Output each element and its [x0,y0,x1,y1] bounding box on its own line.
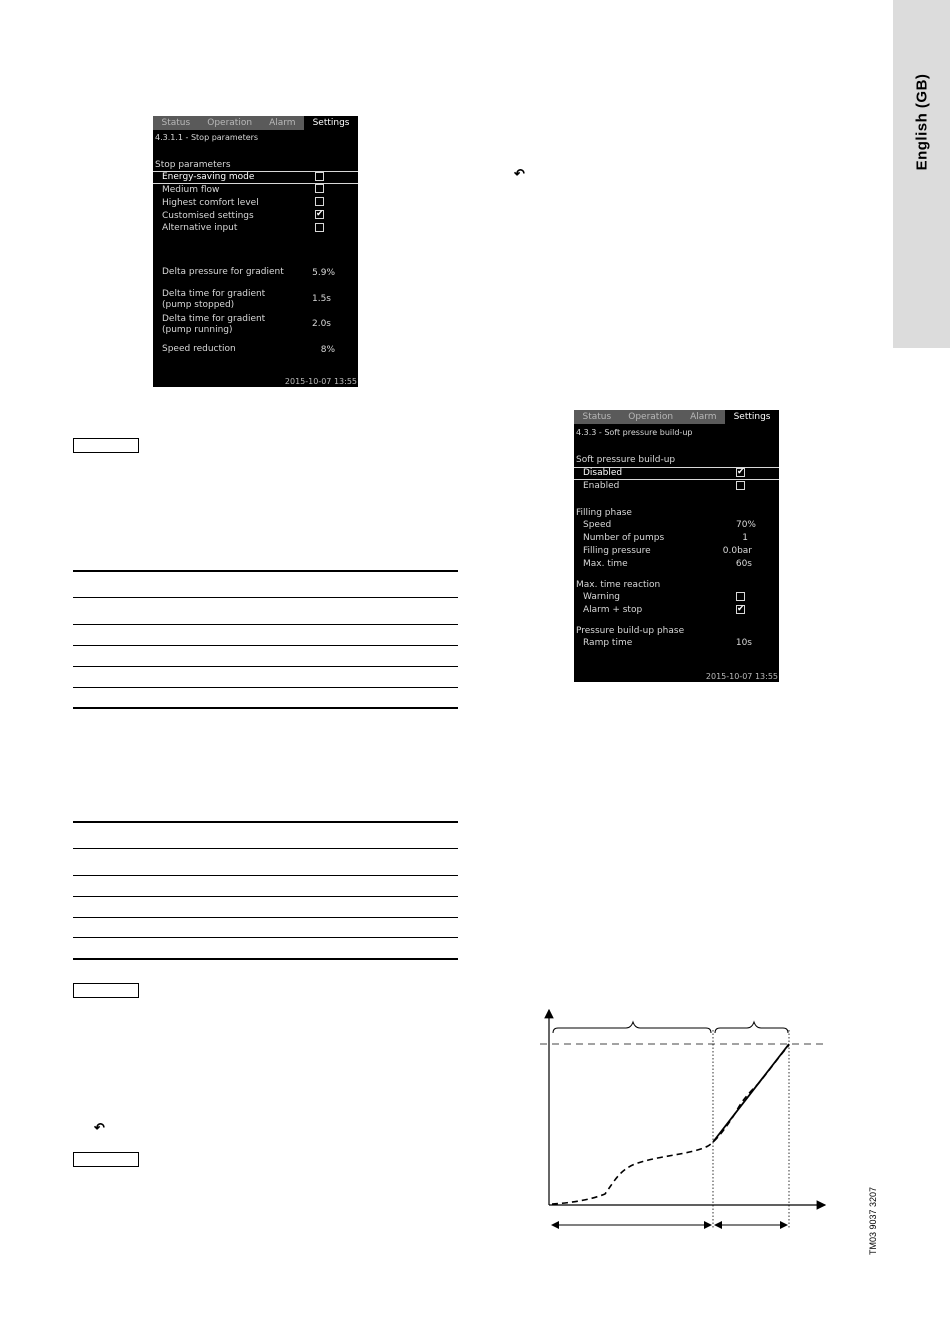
section-title: Pressure build-up phase [576,626,685,636]
option-checkbox[interactable] [315,197,324,206]
stop-parameters-screen [153,116,358,387]
tab-alarm[interactable]: Alarm [690,412,717,422]
tab-operation[interactable]: Operation [207,118,253,128]
param-value[interactable]: 1 [742,533,748,543]
table-rule [73,597,458,598]
screen-tabs [153,116,358,130]
param-label: Number of pumps [583,533,665,543]
option-label[interactable]: Highest comfort level [162,198,259,208]
breadcrumb: 4.3.3 - Soft pressure build-up [576,428,693,437]
tab-settings[interactable]: Settings [725,410,779,424]
pressure-buildup-diagram [530,1000,840,1240]
breadcrumb: 4.3.1.1 - Stop parameters [155,133,259,142]
tab-operation[interactable]: Operation [628,412,674,422]
note-box [73,438,139,453]
option-label[interactable]: Customised settings [162,211,254,221]
option-label[interactable]: Enabled [583,481,620,491]
screen-tabs [574,410,779,424]
option-label[interactable]: Alarm + stop [583,605,643,615]
param-value[interactable]: 8% [320,345,335,355]
param-value[interactable]: 0.0bar [722,546,752,556]
return-arrow-icon: ↶ [94,1120,105,1135]
option-label[interactable]: Warning [583,592,621,602]
table-rule [73,624,458,625]
ramp-line [713,1044,789,1142]
table-rule [73,848,458,849]
table-rule [73,896,458,897]
language-tab [893,0,950,348]
option-label[interactable]: Alternative input [162,223,238,233]
table-rule [73,958,458,960]
param-value[interactable]: 10s [735,638,752,648]
param-label: Speed [583,520,612,530]
figure-code: TM03 9037 3207 [868,1186,878,1255]
param-value[interactable]: 2.0s [311,319,331,329]
filling-phase-brace [553,1022,711,1033]
param-label: Delta time for gradient (pump stopped) [162,289,266,310]
param-label: Ramp time [583,638,633,648]
tab-alarm[interactable]: Alarm [269,118,296,128]
option-checkbox[interactable] [315,172,324,181]
section-title: Soft pressure build-up [576,455,676,465]
param-label: Speed reduction [162,344,236,354]
option-label[interactable]: Medium flow [162,185,220,195]
actual-pressure-curve [552,1045,789,1204]
option-checkbox[interactable] [736,481,745,490]
option-label[interactable]: Disabled [583,468,623,478]
option-label[interactable]: Energy-saving mode [162,172,255,182]
timestamp: 2015-10-07 13:55 [284,377,357,386]
param-value[interactable]: 70% [735,520,756,530]
return-arrow-icon: ↶ [514,166,525,181]
section-title: Stop parameters [155,160,231,170]
tab-settings[interactable]: Settings [304,116,358,130]
table-rule [73,570,458,572]
table-rule [73,875,458,876]
option-checkbox[interactable] [315,184,324,193]
option-checkbox-checked[interactable]: ✔ [316,209,324,219]
option-checkbox[interactable] [315,223,324,232]
option-checkbox-checked[interactable]: ✔ [737,467,745,477]
param-value[interactable]: 60s [735,559,752,569]
table-rule [73,645,458,646]
note-box [73,983,139,998]
param-label: Filling pressure [583,546,651,556]
buildup-phase-brace [715,1022,788,1033]
note-box [73,1152,139,1167]
language-label: English (GB) [913,73,930,171]
param-label: Delta pressure for gradient [162,267,284,277]
table-rule [73,687,458,688]
tab-status[interactable]: Status [161,118,191,128]
option-checkbox-checked[interactable]: ✔ [737,604,745,614]
param-value[interactable]: 5.9% [312,268,335,278]
tab-status[interactable]: Status [582,412,612,422]
table-rule [73,707,458,709]
section-title: Max. time reaction [576,580,661,590]
table-rule [73,917,458,918]
section-title: Filling phase [576,508,632,518]
table-rule [73,666,458,667]
table-rule [73,821,458,823]
soft-pressure-screen [574,410,779,682]
option-checkbox[interactable] [736,592,745,601]
param-value[interactable]: 1.5s [311,294,331,304]
table-rule [73,937,458,938]
param-label: Max. time [583,559,628,569]
param-label: Delta time for gradient (pump running) [162,314,266,335]
timestamp: 2015-10-07 13:55 [705,672,778,681]
